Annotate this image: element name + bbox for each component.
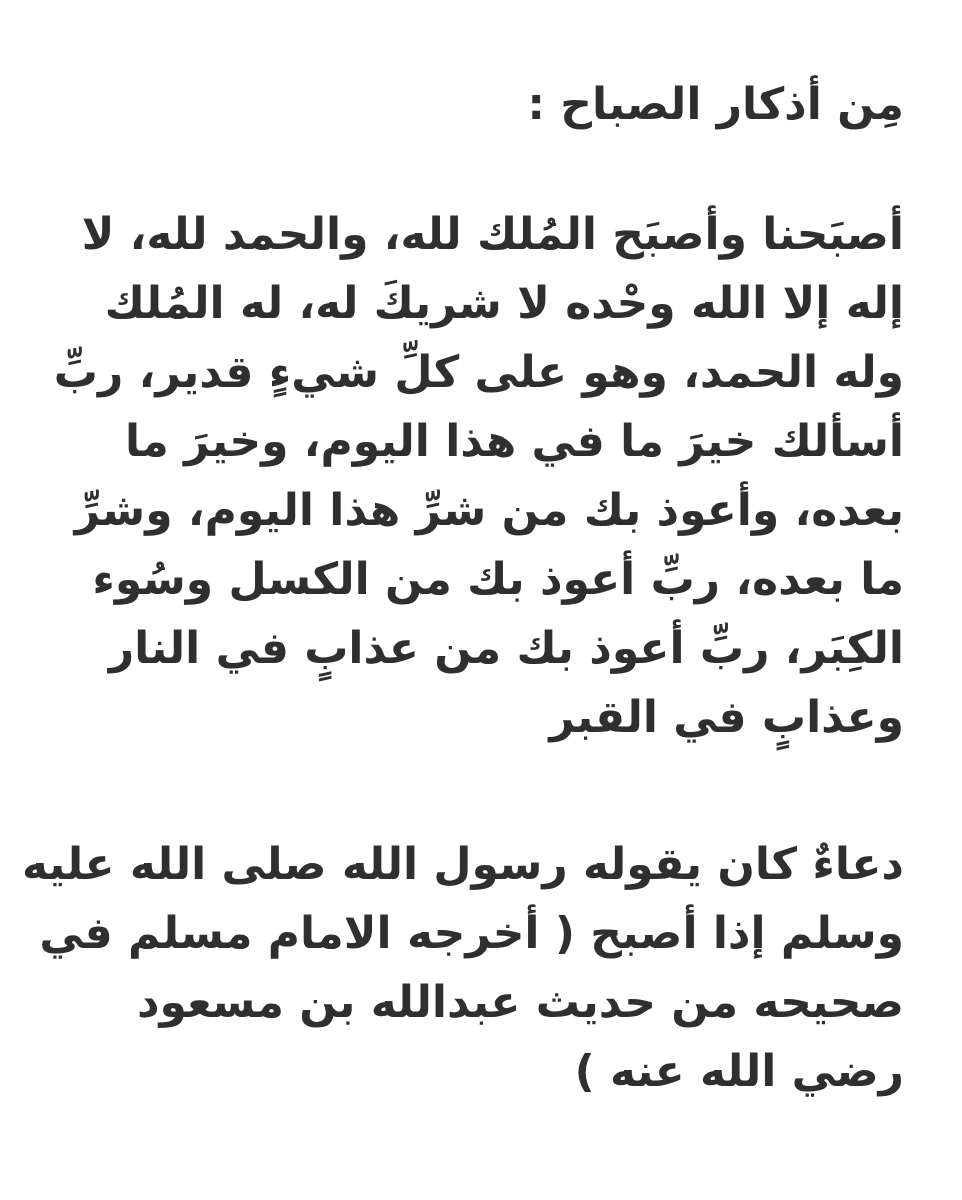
- document-body: [21, 60, 904, 1106]
- dhikr-line: الكِبَر، ربِّ أعوذ بك من عذابٍ في النار: [108, 623, 904, 674]
- source-paragraph: [21, 830, 904, 1106]
- spacer: [60, 150, 904, 200]
- dhikr-line: إله إلا الله وحْده لا شريكَ له، له المُلك: [104, 278, 904, 329]
- spacer: [60, 752, 904, 830]
- dhikr-line: أسألك خيرَ ما في هذا اليوم، وخيرَ ما: [124, 416, 904, 467]
- dhikr-line: وعذابٍ في القبر: [549, 692, 904, 743]
- source-line: دعاءٌ كان يقوله رسول الله صلى الله عليه: [21, 839, 904, 890]
- dhikr-line: ما بعده، ربِّ أعوذ بك من الكسل وسُوء: [92, 554, 904, 605]
- dhikr-line: بعده، وأعوذ بك من شرِّ هذا اليوم، وشرِّ: [74, 485, 904, 536]
- dhikr-line: وله الحمد، وهو على كلِّ شيءٍ قدير، ربِّ: [53, 347, 904, 398]
- dhikr-line: أصبَحنا وأصبَح المُلك لله، والحمد لله، لا: [81, 209, 904, 260]
- document-heading: مِن أذكار الصباح :: [527, 79, 904, 130]
- dhikr-paragraph: [53, 200, 904, 752]
- source-line: صحيحه من حديث عبدالله بن مسعود: [136, 977, 904, 1028]
- source-line: رضي الله عنه ): [574, 1046, 904, 1097]
- source-line: وسلم إذا أصبح ( أخرجه الامام مسلم في: [39, 908, 904, 959]
